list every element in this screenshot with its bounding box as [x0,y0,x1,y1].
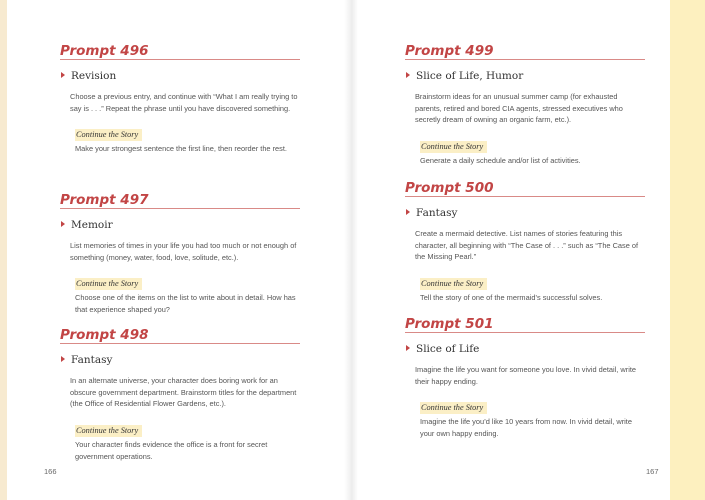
triangle-bullet-icon [61,221,65,227]
page-edge-right [670,0,705,500]
page-number-left: 166 [44,467,57,476]
prompt-block-500 [405,180,645,304]
continue-text: Your character finds evidence the office is a front for secret government operations. [75,440,268,461]
prompt-heading-text: Revision [71,70,117,82]
triangle-bullet-icon [406,72,410,78]
continue-label: Continue the Story [420,141,487,153]
triangle-bullet-icon [406,345,410,351]
continue-text: Tell the story of one of the mermaid’s successful solves. [420,293,603,303]
prompt-heading [60,69,300,83]
continue-label: Continue the Story [75,278,142,290]
prompt-heading-text: Memoir [71,219,113,231]
page-edge-left [0,0,7,500]
continue-label: Continue the Story [75,129,142,141]
continue-the-story [75,124,300,155]
continue-text: Choose one of the items on the list to write about in detail. How has that experience shaped you? [75,293,296,315]
left-page [60,0,300,500]
book-gutter [344,0,358,500]
prompt-heading [405,342,645,356]
prompt-heading-text: Fantasy [416,207,458,219]
triangle-bullet-icon [406,209,410,215]
continue-text: Make your strongest sentence the first line, then reorder the rest. [75,144,287,154]
triangle-bullet-icon [61,356,65,362]
prompt-heading [60,353,300,367]
prompt-title: Prompt 498 [60,327,300,344]
page-number-right: 167 [646,467,659,476]
triangle-bullet-icon [61,72,65,78]
prompt-block-501 [405,316,645,440]
prompt-block-498 [60,327,300,463]
prompt-block-497 [60,192,300,316]
continue-label: Continue the Story [420,402,487,414]
prompt-body: Create a mermaid detective. List names of stories featuring this character, all beginning with “The Case of . . .” such as “The Case of the Missing Pearl.” [415,229,639,262]
prompt-title: Prompt 500 [405,180,645,197]
continue-the-story [75,273,300,315]
prompt-heading [405,69,645,83]
prompt-body: Imagine the life you want for someone you love. In vivid detail, write their happy ending. [415,365,637,386]
prompt-block-496 [60,43,300,155]
prompt-heading-text: Fantasy [71,354,113,366]
prompt-heading-text: Slice of Life, Humor [416,70,524,82]
continue-label: Continue the Story [420,278,487,290]
prompt-heading-text: Slice of Life [416,343,480,355]
continue-label: Continue the Story [75,425,142,437]
prompt-title: Prompt 499 [405,43,645,60]
continue-the-story [420,273,645,304]
prompt-title: Prompt 501 [405,316,645,333]
continue-the-story [420,136,645,167]
right-page [405,0,645,500]
prompt-heading [405,206,645,220]
prompt-body: List memories of times in your life you had too much or not enough of something (money, water, food, love, solitude, etc.). [70,241,297,262]
continue-the-story [75,420,300,462]
continue-the-story [420,397,645,439]
prompt-heading [60,218,300,232]
prompt-body: Choose a previous entry, and continue with “What I am really trying to say is . . .” Repeat the phrase until you have discovered something. [70,92,298,113]
prompt-block-499 [405,43,645,167]
prompt-body: Brainstorm ideas for an unusual summer camp (for exhausted parents, retired and bored CIA agents, stressed executives who secretly dream of owning an organic farm, etc.). [415,92,623,125]
prompt-title: Prompt 496 [60,43,300,60]
prompt-body: In an alternate universe, your character does boring work for an obscure government department. Brainstorm titles for the department (the Office of Residential Flower Gardens, etc.). [70,376,297,409]
continue-text: Imagine the life you’d like 10 years from now. In vivid detail, write your own happy ending. [420,417,632,439]
continue-text: Generate a daily schedule and/or list of activities. [420,156,581,166]
prompt-title: Prompt 497 [60,192,300,209]
